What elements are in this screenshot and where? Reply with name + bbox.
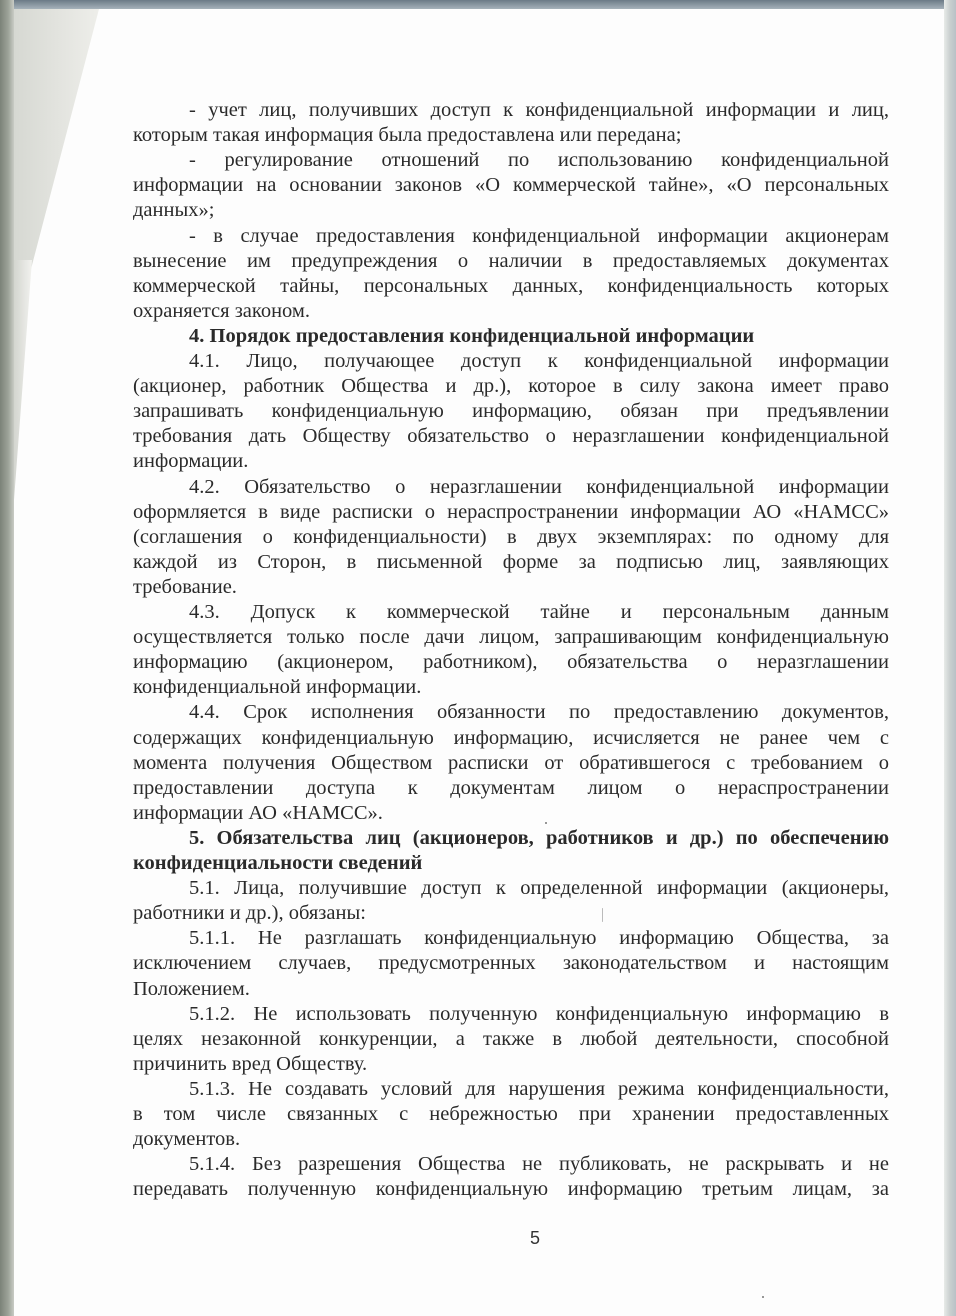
- text-line: каждой из Сторон, в письменной форме за подписью лиц, заявляющих: [133, 551, 889, 573]
- text-line: 5.1.3. Не создавать условий для нарушения режима конфиденциальности,: [189, 1078, 889, 1100]
- text-line: вынесение им предупреждения о наличии в предоставляемых документах: [133, 250, 889, 272]
- scan-speck: [762, 1296, 764, 1298]
- text-line: 4.2. Обязательство о неразглашении конфиденциальной информации: [189, 476, 889, 498]
- text-line: 5.1.4. Без разрешения Общества не публиковать, не раскрывать и не: [189, 1153, 889, 1175]
- text-line: передавать полученную конфиденциальную информацию третьим лицам, за: [133, 1178, 889, 1200]
- text-line: причинить вред Обществу.: [133, 1053, 368, 1075]
- text-line: - регулирование отношений по использованию конфиденциальной: [189, 149, 889, 171]
- text-line: требования дать Обществу обязательство о неразглашении конфиденциальной: [133, 425, 889, 447]
- text-line: работники и др.), обязаны:: [133, 902, 366, 924]
- text-line: 5.1.1. Не разглашать конфиденциальную информацию Общества, за: [189, 927, 889, 949]
- text-line: исключением случаев, предусмотренных законодательством и настоящим: [133, 952, 889, 974]
- text-line: информацию (акционером, работником), обязательства о неразглашении: [133, 651, 889, 673]
- text-line: 4.1. Лицо, получающее доступ к конфиденциальной информации: [189, 350, 889, 372]
- text-line: содержащих конфиденциальную информацию, исчисляется не ранее чем с: [133, 727, 889, 749]
- text-line: информации.: [133, 450, 249, 472]
- text-line: документов.: [133, 1128, 241, 1150]
- text-line: данных»;: [133, 199, 215, 221]
- text-line: запрашивать конфиденциальную информацию, обязан при предъявлении: [133, 400, 889, 422]
- text-line: которым такая информация была предоставлена или передана;: [133, 124, 682, 146]
- text-line: (соглашения о конфиденциальности) в двух экземплярах: по одному для: [133, 526, 889, 548]
- text-line: Положением.: [133, 978, 250, 1000]
- scan-speck: [545, 822, 547, 824]
- text-line: охраняется законом.: [133, 300, 310, 322]
- section-heading-line: 4. Порядок предоставления конфиденциальной информации: [189, 325, 755, 347]
- scan-mark: [602, 908, 603, 922]
- text-line: в том числе связанных с небрежностью при хранении предоставленных: [133, 1103, 889, 1125]
- text-line: информации АО «НАМСС».: [133, 802, 383, 824]
- scanner-edge-right: [944, 0, 956, 1316]
- text-line: информации на основании законов «О коммерческой тайне», «О персональных: [133, 174, 889, 196]
- text-line: целях незаконной конкуренции, а также в любой деятельности, способной: [133, 1028, 889, 1050]
- text-line: 5.1.2. Не использовать полученную конфиденциальную информацию в: [189, 1003, 889, 1025]
- page-number: 5: [530, 1228, 541, 1248]
- text-line: осуществляется только после дачи лицом, запрашивающим конфиденциальную: [133, 626, 889, 648]
- section-heading-line: конфиденциальности сведений: [133, 852, 423, 874]
- text-line: коммерческой тайны, персональных данных, конфиденциальность которых: [133, 275, 889, 297]
- text-line: конфиденциальной информации.: [133, 676, 422, 698]
- text-line: 4.4. Срок исполнения обязанности по предоставлению документов,: [189, 701, 889, 723]
- text-line: (акционер, работник Общества и др.), которое в силу закона имеет право: [133, 375, 889, 397]
- scanner-edge-left: [0, 0, 14, 1316]
- text-line: 5.1. Лица, получившие доступ к определенной информации (акционеры,: [189, 877, 889, 899]
- text-line: предоставлении доступа к документам лицом о нераспространении: [133, 777, 889, 799]
- text-line: требование.: [133, 576, 237, 598]
- scanner-edge-top: [0, 0, 956, 9]
- text-line: 4.3. Допуск к коммерческой тайне и персональным данным: [189, 601, 889, 623]
- section-heading-line: 5. Обязательства лиц (акционеров, работников и др.) по обеспечению: [189, 827, 889, 849]
- text-line: оформляется в виде расписки о нераспространении информации АО «НАМСС»: [133, 501, 889, 523]
- text-line: момента получения Обществом расписки от обратившегося с требованием о: [133, 752, 889, 774]
- text-line: - учет лиц, получивших доступ к конфиденциальной информации и лиц,: [189, 99, 889, 121]
- text-line: - в случае предоставления конфиденциальной информации акционерам: [189, 225, 889, 247]
